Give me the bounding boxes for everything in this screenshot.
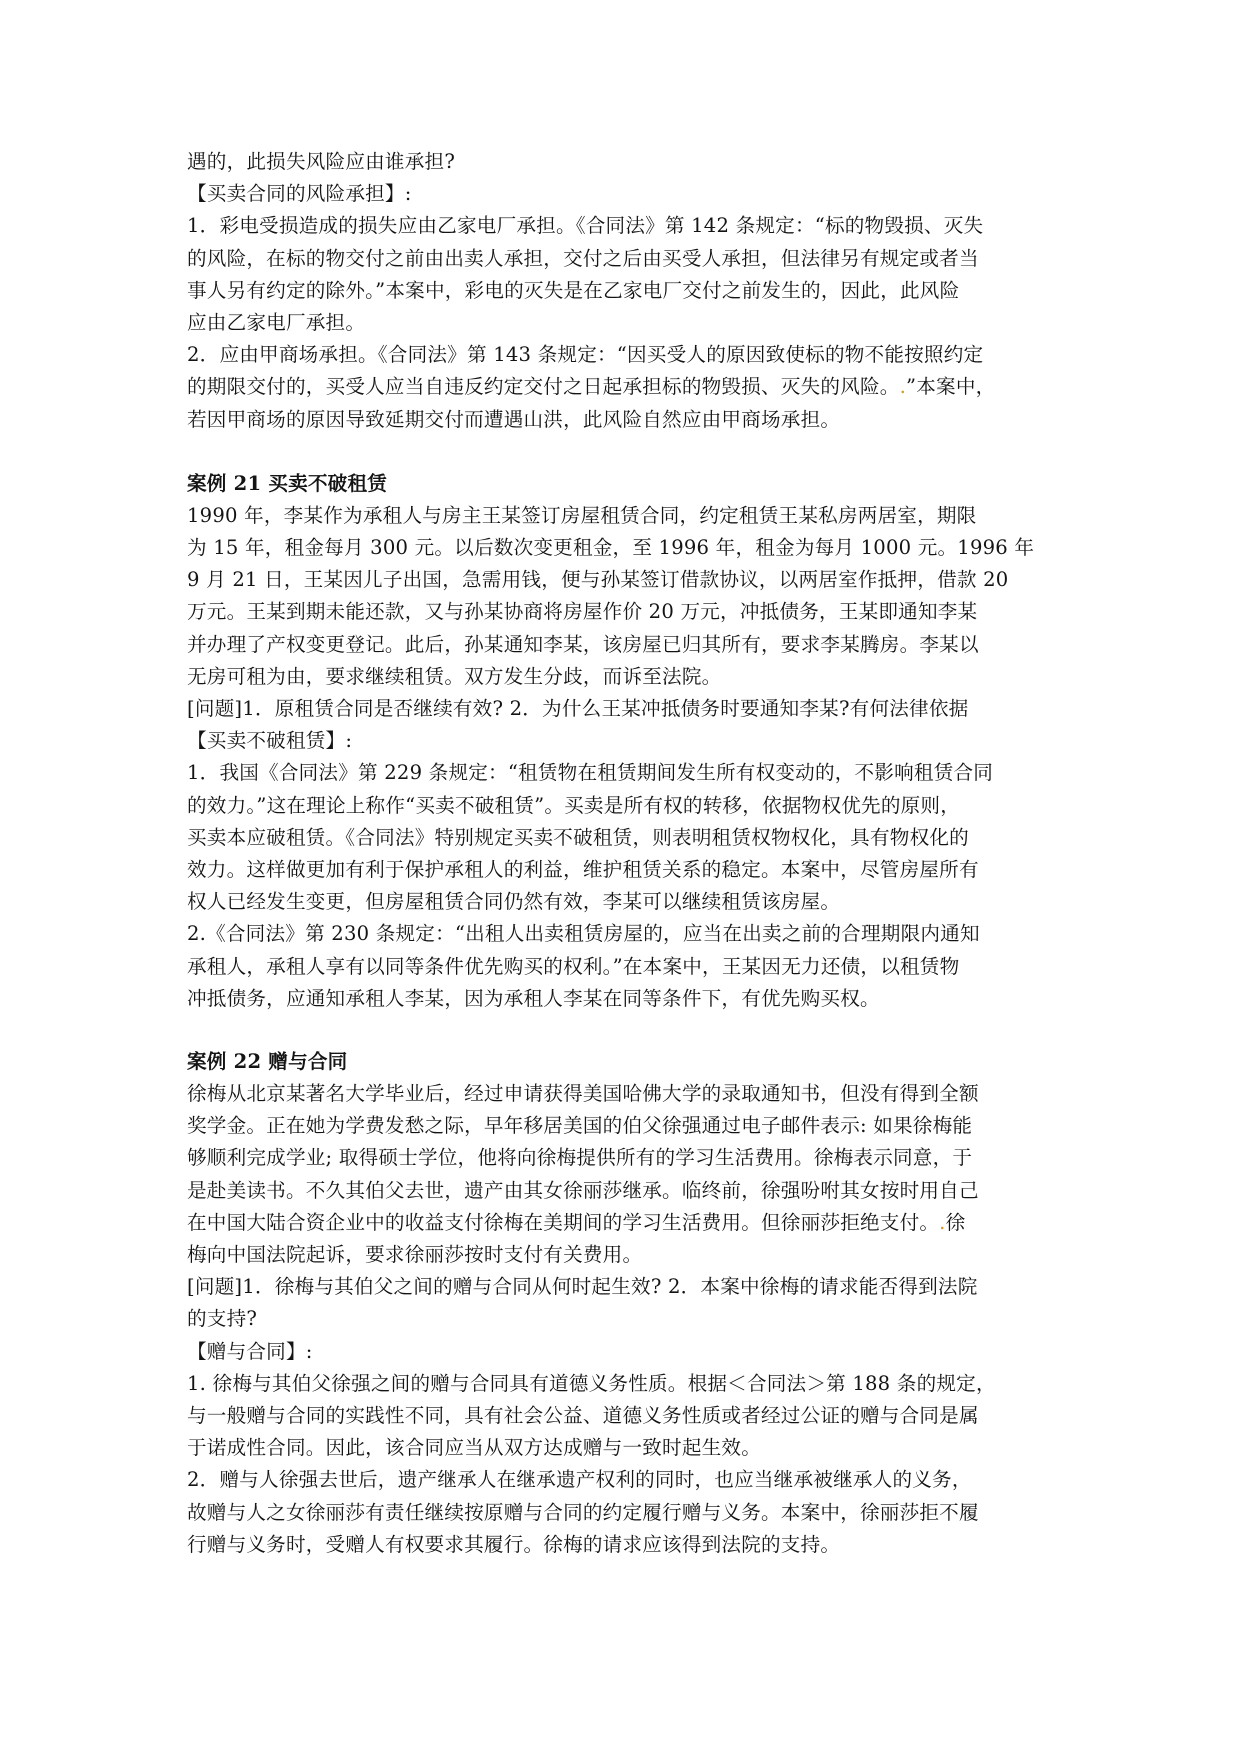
text-line: 1990 年，李某作为承租人与房主王某签订房屋租赁合同，约定租赁王某私房两居室，期限: [187, 503, 977, 527]
text-line: 冲抵债务，应通知承租人李某，因为承租人李某在同等条件下，有优先购买权。: [187, 986, 880, 1010]
text-segment: 的期限交付的，买受人应当自违反约定交付之日起承担标的物毁损、灭失的风险。: [187, 375, 900, 399]
text-line: 是赴美读书。不久其伯父去世，遗产由其女徐丽莎继承。临终前，徐强吩咐其女按时用自己: [187, 1178, 979, 1202]
text-segment: 在中国大陆合资企业中的收益支付徐梅在美期间的学习生活费用。但徐丽莎拒绝支付。: [187, 1210, 940, 1234]
text-line: 权人已经发生变更，但房屋租赁合同仍然有效，李某可以继续租赁该房屋。: [187, 890, 841, 914]
question-line: [问题]1．原租赁合同是否继续有效? 2．为什么王某冲抵债务时要通知李某?有何法律依据: [187, 697, 969, 720]
stray-dot-mark: .: [939, 1210, 946, 1234]
text-line: 事人另有约定的除外。”本案中，彩电的灭失是在乙家电厂交付之前发生的，因此，此风险: [187, 278, 960, 302]
stray-dot-mark: .: [899, 375, 907, 399]
section-label: 【买卖不破租赁】:: [187, 729, 353, 753]
text-line: 2．赠与人徐强去世后，遗产继承人在继承遗产权利的同时，也应当继承被继承人的义务，: [187, 1468, 972, 1492]
text-line: 2．应由甲商场承担。《合同法》第 143 条规定：“因买受人的原因致使标的物不能按照约定: [187, 343, 984, 367]
text-line: 应由乙家电厂承担。: [187, 310, 366, 334]
text-line: 遇的，此损失风险应由谁承担?: [187, 150, 456, 173]
case-21-heading: 案例 21 买卖不破租赁: [187, 471, 388, 495]
text-line: 与一般赠与合同的实践性不同，具有社会公益、道德义务性质或者经过公证的赠与合同是属: [187, 1403, 979, 1427]
text-line: 的效力。”这在理论上称作“买卖不破租赁”。买卖是所有权的转移，依据物权优先的原则，: [187, 793, 961, 817]
text-segment: ”本案中，: [906, 375, 996, 399]
text-line: 梅向中国法院起诉，要求徐丽莎按时支付有关费用。: [187, 1243, 643, 1266]
paragraph-gap: [187, 436, 1055, 468]
paragraph-gap: [187, 1015, 1055, 1046]
question-line: [问题]1．徐梅与其伯父之间的赠与合同从何时起生效? 2．本案中徐梅的请求能否得到法院: [187, 1275, 978, 1299]
section-label: 【买卖合同的风险承担】:: [187, 182, 412, 206]
text-segment: 徐: [945, 1210, 966, 1234]
text-line: 奖学金。正在她为学费发愁之际，早年移居美国的伯父徐强通过电子邮件表示: 如果徐梅能: [187, 1114, 973, 1138]
text-line: 2.《合同法》第 230 条规定：“出租人出卖租赁房屋的，应当在出卖之前的合理期限内通知: [187, 922, 980, 946]
text-line: 于诺成性合同。因此，该合同应当从双方达成赠与一致时起生效。: [187, 1436, 762, 1460]
text-line: 无房可租为由，要求继续租赁。双方发生分歧，而诉至法院。: [187, 664, 722, 688]
text-line: 万元。王某到期未能还款，又与孙某协商将房屋作价 20 万元，冲抵债务，王某即通知李某: [187, 600, 978, 624]
question-line: 的支持?: [187, 1307, 258, 1331]
previous-case-continuation: [187, 146, 1055, 436]
text-line: 行赠与义务时，受赠人有权要求其履行。徐梅的请求应该得到法院的支持。: [187, 1532, 841, 1556]
text-line: 1．我国《合同法》第 229 条规定：“租赁物在租赁期间发生所有权变动的，不影响租赁合同: [187, 761, 994, 785]
text-line: 徐梅从北京某著名大学毕业后，经过申请获得美国哈佛大学的录取通知书，但没有得到全额: [187, 1082, 979, 1106]
case-22-section: [187, 1046, 1055, 1561]
text-line: 若因甲商场的原因导致延期交付而遭遇山洪，此风险自然应由甲商场承担。: [187, 407, 841, 431]
document-page: [187, 146, 1055, 1561]
text-line: 效力。这样做更加有利于保护承租人的利益，维护租赁关系的稳定。本案中，尽管房屋所有: [187, 857, 979, 881]
text-line: 承租人，承租人享有以同等条件优先购买的权利。”在本案中，王某因无力还债，以租赁物: [187, 954, 960, 978]
text-line: 并办理了产权变更登记。此后，孙某通知李某，该房屋已归其所有，要求李某腾房。李某以: [187, 632, 979, 656]
text-line: 1．彩电受损造成的损失应由乙家电厂承担。《合同法》第 142 条规定：“标的物毁损、灭失: [187, 214, 984, 238]
text-line: 的风险，在标的物交付之前由出卖人承担，交付之后由买受人承担，但法律另有规定或者当: [187, 246, 979, 270]
text-line: [187, 1207, 1055, 1239]
text-line: 1. 徐梅与其伯父徐强之间的赠与合同具有道德义务性质。根据＜合同法＞第 188 条的规定，: [187, 1371, 996, 1395]
text-line: 够顺利完成学业; 取得硕士学位，他将向徐梅提供所有的学习生活费用。徐梅表示同意，于: [187, 1146, 973, 1170]
case-21-section: [187, 468, 1055, 1015]
section-label: 【赠与合同】:: [187, 1339, 313, 1363]
case-22-heading: 案例 22 赠与合同: [187, 1049, 348, 1073]
text-line: 故赠与人之女徐丽莎有责任继续按原赠与合同的约定履行赠与义务。本案中，徐丽莎拒不履: [187, 1500, 979, 1524]
text-line: 买卖本应破租赁。《合同法》特别规定买卖不破租赁，则表明租赁权物权化，具有物权化的: [187, 825, 969, 849]
text-line: [187, 371, 1055, 403]
text-line: 为 15 年，租金每月 300 元。以后数次变更租金，至 1996 年，租金为每月 1000 元。1996 年: [187, 536, 1035, 560]
text-line: 9 月 21 日，王某因儿子出国，急需用钱，便与孙某签订借款协议，以两居室作抵押，借款 20: [187, 568, 1009, 592]
